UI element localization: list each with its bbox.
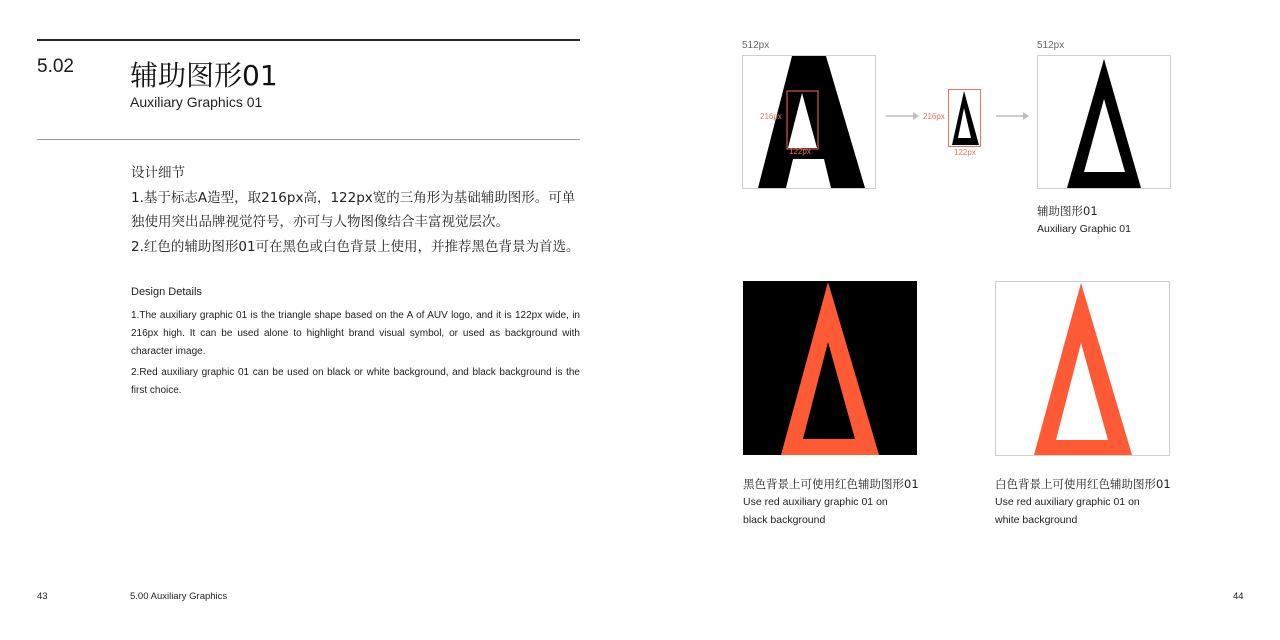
black-usage-caption-en <box>743 493 888 529</box>
white-usage-caption-en-line: Use red auxiliary graphic 01 on <box>995 496 1140 508</box>
width-annotation: 122px <box>789 147 811 156</box>
mid-width-annotation: 122px <box>954 148 976 157</box>
page-title-cn: 辅助图形01 <box>130 59 278 92</box>
red-triangle-on-black <box>743 281 917 455</box>
white-background-sample <box>995 281 1170 456</box>
construction-caption-en: Auxiliary Graphic 01 <box>1037 223 1131 235</box>
mid-height-annotation: 216px <box>923 112 945 121</box>
size-label-right: 512px <box>1037 40 1065 51</box>
result-triangle-frame <box>1037 55 1171 189</box>
white-usage-caption-en-line: white background <box>995 514 1078 526</box>
design-details-en-paragraph: 2.Red auxiliary graphic 01 can be used on black or white background, and black background is the first choice. <box>131 367 580 396</box>
page-number-right: 44 <box>1233 591 1244 602</box>
red-triangle-on-white <box>996 282 1169 455</box>
logo-a-graphic <box>743 56 875 188</box>
black-usage-caption-en-line: Use red auxiliary graphic 01 on <box>743 496 888 508</box>
white-usage-caption-cn: 白色背景上可使用红色辅助图形01 <box>995 477 1171 491</box>
construction-caption-cn: 辅助图形01 <box>1037 204 1098 218</box>
top-rule <box>37 39 580 41</box>
design-details-cn-line: 2.红色的辅助图形01可在黑色或白色背景上使用，并推荐黑色背景为首选。 <box>131 238 580 255</box>
black-usage-caption-cn: 黑色背景上可使用红色辅助图形01 <box>743 477 919 491</box>
section-number: 5.02 <box>37 56 74 77</box>
logo-a-frame <box>742 55 876 189</box>
size-label-left: 512px <box>742 40 770 51</box>
arrow-right-icon <box>886 111 920 121</box>
design-details-cn-line: 1.基于标志A造型，取216px高，122px宽的三角形为基础辅助图形。可单 <box>131 189 576 206</box>
auxiliary-triangle-graphic <box>1038 56 1170 188</box>
design-details-cn-line: 独使用突出品牌视觉符号，亦可与人物图像结合丰富视觉层次。 <box>131 214 509 230</box>
design-details-en <box>131 307 580 403</box>
white-usage-caption-en <box>995 493 1140 529</box>
design-details-en-paragraph: 1.The auxiliary graphic 01 is the triangle shape based on the A of AUV logo, and it is 122px wide, in 216px high. It can be used alone to highlight brand visual symbol, or used as background with character image. <box>131 310 580 357</box>
page-title-en: Auxiliary Graphics 01 <box>130 94 263 110</box>
black-background-sample <box>743 281 917 455</box>
arrow-right-icon <box>996 111 1030 121</box>
height-annotation: 216px <box>760 112 782 121</box>
design-details-cn-heading: 设计细节 <box>131 165 185 181</box>
design-details-en-heading: Design Details <box>131 286 202 298</box>
footer-chapter: 5.00 Auxiliary Graphics <box>130 591 228 602</box>
middle-rule <box>37 139 580 140</box>
page-number-left: 43 <box>37 591 48 602</box>
design-details-cn <box>131 161 583 259</box>
triangle-outline-small <box>948 89 982 147</box>
black-usage-caption-en-line: black background <box>743 514 826 526</box>
